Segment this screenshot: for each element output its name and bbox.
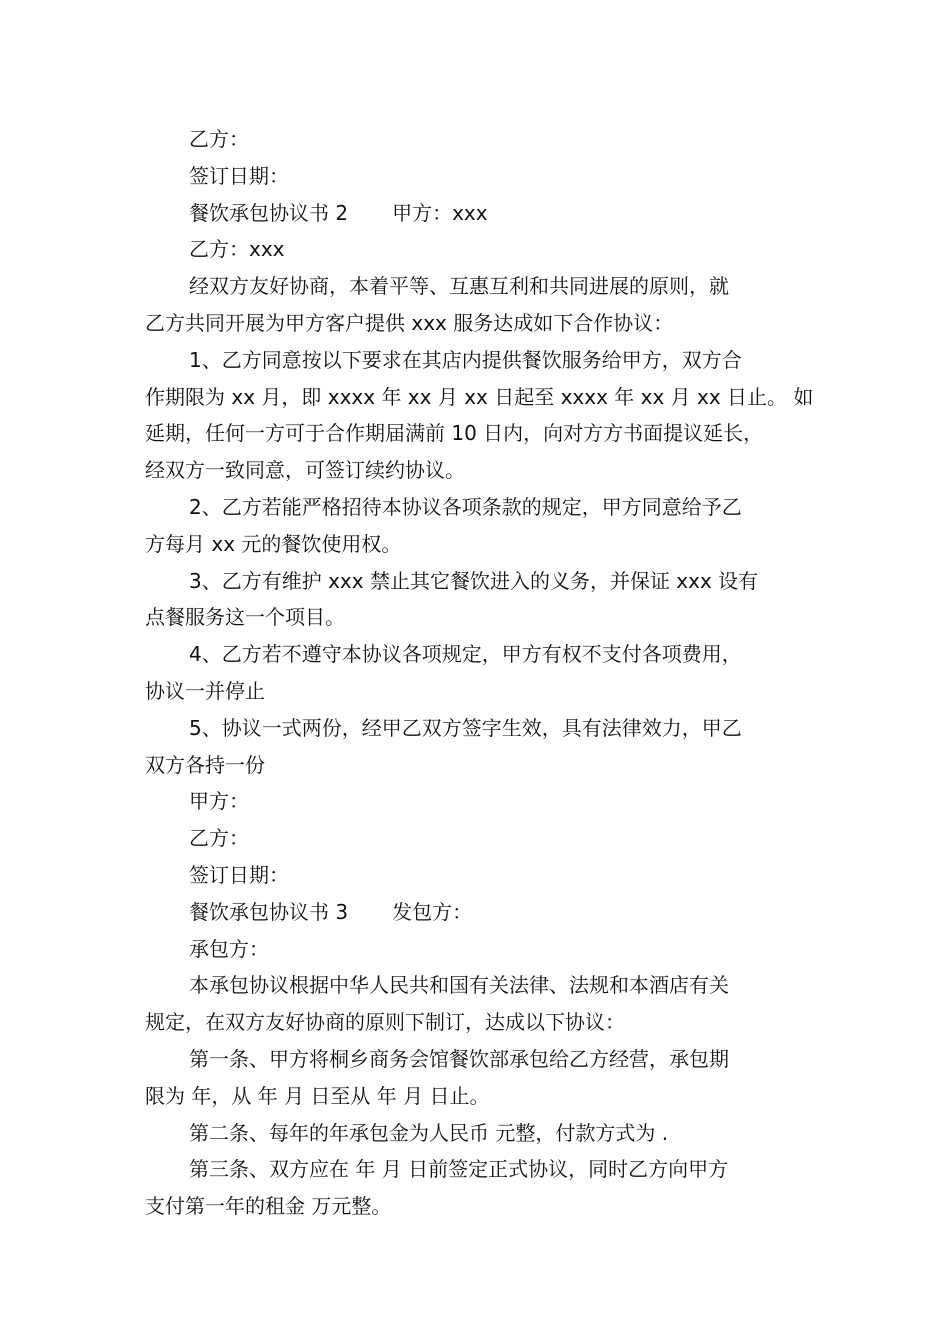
clause-2-line: 2、乙方若能严格招待本协议各项条款的规定，甲方同意给予乙 (189, 494, 742, 519)
article-3-line: 支付第一年的租金 万元整。 (145, 1194, 392, 1219)
agreement-2-party-a: 甲方：xxx (392, 200, 488, 225)
agreement-2-heading-line (145, 195, 810, 232)
paragraph-line: 经双方友好协商，本着平等、互惠互利和共同进展的原则，就 (189, 274, 729, 299)
sign-date-line: 签订日期： (189, 163, 289, 188)
clause-4-line: 协议一并停止 (145, 678, 265, 703)
clause-1-line: 作期限为 xx 月，即 xxxx 年 xx 月 xx 日起至 xxxx 年 xx 月 xx 日止。 如 (145, 384, 814, 409)
clause-2-line: 方每月 xx 元的餐饮使用权。 (145, 531, 402, 556)
clause-1-line: 1、乙方同意按以下要求在其店内提供餐饮服务给甲方，双方合 (189, 347, 742, 372)
article-1-line: 第一条、甲方将桐乡商务会馆餐饮部承包给乙方经营，承包期 (189, 1046, 729, 1071)
agreement-2-party-b: 乙方：xxx (189, 237, 285, 262)
sign-date-line: 签订日期： (189, 862, 289, 887)
agreement-3-heading-line (145, 894, 810, 931)
document-body (145, 121, 814, 1225)
article-1-line: 限为 年，从 年 月 日至从 年 月 日止。 (145, 1083, 490, 1108)
clause-3-line: 点餐服务这一个项目。 (145, 605, 345, 630)
clause-4-line: 4、乙方若不遵守本协议各项规定，甲方有权不支付各项费用， (189, 642, 742, 667)
agreement-3-contractee: 承包方： (189, 936, 269, 961)
clause-5-line: 5、协议一式两份，经甲乙双方签字生效，具有法律效力，甲乙 (189, 715, 742, 740)
agreement-2-title: 餐饮承包协议书 2 (189, 200, 349, 225)
party-b-line: 乙方： (189, 127, 249, 151)
intro-line: 规定，在双方友好协商的原则下制订，达成以下协议： (145, 1010, 625, 1035)
agreement-3-title: 餐饮承包协议书 3 (189, 899, 349, 924)
clause-1-line: 经双方一致同意，可签订续约协议。 (145, 458, 465, 483)
clause-1-line: 延期，任何一方可于合作期届满前 10 日内，向对方方书面提议延长， (145, 421, 764, 446)
paragraph-line: 乙方共同开展为甲方客户提供 xxx 服务达成如下合作协议： (145, 310, 674, 335)
intro-line: 本承包协议根据中华人民共和国有关法律、法规和本酒店有关 (189, 973, 729, 998)
party-a-sign-line: 甲方： (189, 789, 249, 814)
agreement-3-contractor: 发包方： (392, 899, 473, 924)
clause-3-line: 3、乙方有维护 xxx 禁止其它餐饮进入的义务，并保证 xxx 设有 (189, 568, 759, 593)
article-2-line: 第二条、每年的年承包金为人民币 元整，付款方式为 . (189, 1120, 669, 1145)
party-b-sign-line: 乙方： (189, 826, 249, 851)
clause-5-line: 双方各持一份 (145, 752, 265, 777)
article-3-line: 第三条、双方应在 年 月 日前签定正式协议，同时乙方向甲方 (189, 1157, 729, 1182)
